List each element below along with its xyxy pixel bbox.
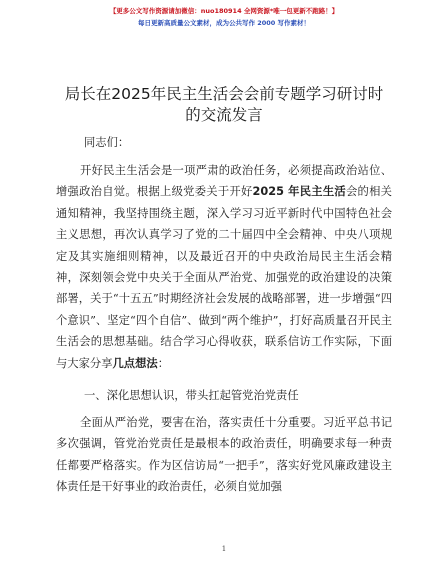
promo-banner-line2: 每日更新高质量公文素材，成为公共写作 2000 写作素材！ — [137, 19, 311, 27]
paragraph-1-bold-b: 几点想法 — [112, 356, 158, 370]
document-title — [40, 84, 408, 126]
promo-banner-line1: 【更多公文写作资源请加微信：nuo180914 全网资源*唯一包更新不跑路！】 — [109, 7, 339, 15]
title-line-1: 局长在2025年民主生活会会前专题学习研讨时 — [64, 85, 384, 103]
page-number: 1 — [221, 545, 227, 553]
section-heading-1: 一、深化思想认识，带头扛起管党治党责任 — [84, 389, 299, 402]
paragraph-1 — [56, 160, 392, 374]
promo-banner — [0, 5, 448, 29]
paragraph-1-text-end: ： — [157, 356, 170, 370]
salutation: 同志们： — [84, 136, 130, 149]
paragraph-2: 全面从严治党，要害在治，落实责任十分重要。习近平总书记多次强调，管党治党责任是最根本的政治责任，明确要求每一种责任都要严格落实。作为区信访局“一把手”，落实好党风廉政建设主体责任是干好事业的政治责任，必须自觉加强 — [56, 416, 392, 494]
paragraph-1-text-b: 会的相关通知精神，我坚持围绕主题，深入学习习近平新时代中国特色社会主义思想，再次认真学习了党的二十届四中全会精神、中央八项规定及其实施细则精神，以及最近召开的中央政治局民主生活会精神，深刻领会党中央关于全面从严治党、加强党的政治建设的决策部署，关于“十五五”时期经济社会发展的战略部署，进一步增强“四个意识”、坚定“四个自信”、做到“两个维护”，打好高质量召开民主生活会的思想基础。结合学习心得收获，联系信访工作实际，下面与大家分享 — [56, 185, 392, 370]
paragraph-1-bold-a: 2025 年民主生活 — [252, 185, 346, 199]
title-line-2: 的交流发言 — [185, 106, 263, 124]
paragraph-1-text-a: 开好民主生活会是一项严肃的政治任务，必须提高政治站位、增强政治自觉。根据上级党委关于开好 — [56, 164, 392, 199]
